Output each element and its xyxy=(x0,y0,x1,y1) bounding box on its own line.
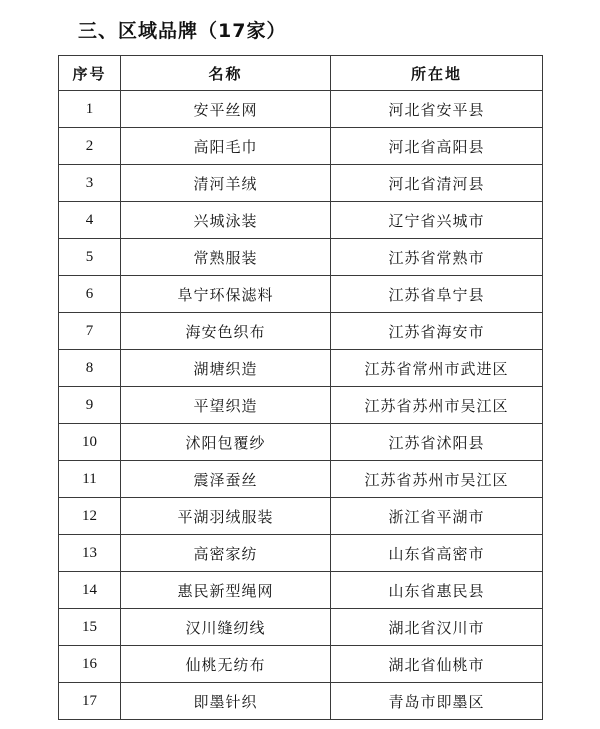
cell-index: 15 xyxy=(59,609,121,646)
table-row xyxy=(59,646,543,683)
cell-name: 湖塘织造 xyxy=(121,350,331,387)
cell-index: 3 xyxy=(59,165,121,202)
cell-location: 辽宁省兴城市 xyxy=(331,202,543,239)
document-page xyxy=(0,16,600,729)
cell-name: 汉川缝纫线 xyxy=(121,609,331,646)
cell-location: 江苏省苏州市吴江区 xyxy=(331,387,543,424)
cell-index: 12 xyxy=(59,498,121,535)
table-row xyxy=(59,313,543,350)
cell-name: 高密家纺 xyxy=(121,535,331,572)
cell-name: 高阳毛巾 xyxy=(121,128,331,165)
table-body xyxy=(59,91,543,720)
column-header-name: 名称 xyxy=(121,56,331,91)
table-row xyxy=(59,239,543,276)
table-row xyxy=(59,128,543,165)
cell-name: 即墨针织 xyxy=(121,683,331,720)
cell-location: 青岛市即墨区 xyxy=(331,683,543,720)
cell-location: 河北省安平县 xyxy=(331,91,543,128)
cell-name: 沭阳包覆纱 xyxy=(121,424,331,461)
table-row xyxy=(59,276,543,313)
cell-name: 震泽蚕丝 xyxy=(121,461,331,498)
cell-index: 17 xyxy=(59,683,121,720)
cell-name: 清河羊绒 xyxy=(121,165,331,202)
cell-name: 仙桃无纺布 xyxy=(121,646,331,683)
cell-location: 山东省高密市 xyxy=(331,535,543,572)
cell-index: 16 xyxy=(59,646,121,683)
column-header-location: 所在地 xyxy=(331,56,543,91)
table-row xyxy=(59,461,543,498)
table-row xyxy=(59,572,543,609)
cell-name: 平湖羽绒服装 xyxy=(121,498,331,535)
table-row xyxy=(59,91,543,128)
table-row xyxy=(59,350,543,387)
cell-location: 湖北省仙桃市 xyxy=(331,646,543,683)
cell-index: 1 xyxy=(59,91,121,128)
cell-name: 常熟服装 xyxy=(121,239,331,276)
cell-name: 兴城泳装 xyxy=(121,202,331,239)
cell-name: 阜宁环保滤料 xyxy=(121,276,331,313)
brand-table xyxy=(58,55,543,720)
cell-index: 13 xyxy=(59,535,121,572)
table-row xyxy=(59,535,543,572)
column-header-index: 序号 xyxy=(59,56,121,91)
cell-name: 惠民新型绳网 xyxy=(121,572,331,609)
cell-index: 5 xyxy=(59,239,121,276)
cell-name: 海安色织布 xyxy=(121,313,331,350)
cell-location: 浙江省平湖市 xyxy=(331,498,543,535)
cell-index: 7 xyxy=(59,313,121,350)
cell-location: 江苏省常州市武进区 xyxy=(331,350,543,387)
table-row xyxy=(59,165,543,202)
cell-index: 11 xyxy=(59,461,121,498)
cell-index: 4 xyxy=(59,202,121,239)
table-row xyxy=(59,424,543,461)
page-title: 三、区域品牌（17家） xyxy=(78,20,287,42)
cell-index: 8 xyxy=(59,350,121,387)
table-header xyxy=(59,56,543,91)
cell-index: 14 xyxy=(59,572,121,609)
table-row xyxy=(59,609,543,646)
cell-index: 9 xyxy=(59,387,121,424)
cell-location: 江苏省海安市 xyxy=(331,313,543,350)
cell-location: 河北省高阳县 xyxy=(331,128,543,165)
table-row xyxy=(59,498,543,535)
cell-index: 6 xyxy=(59,276,121,313)
cell-location: 江苏省沭阳县 xyxy=(331,424,543,461)
cell-location: 山东省惠民县 xyxy=(331,572,543,609)
table-row xyxy=(59,387,543,424)
table-row xyxy=(59,202,543,239)
cell-index: 2 xyxy=(59,128,121,165)
cell-index: 10 xyxy=(59,424,121,461)
cell-location: 江苏省苏州市吴江区 xyxy=(331,461,543,498)
cell-location: 湖北省汉川市 xyxy=(331,609,543,646)
table-row xyxy=(59,683,543,720)
cell-name: 安平丝网 xyxy=(121,91,331,128)
cell-location: 江苏省阜宁县 xyxy=(331,276,543,313)
table-header-row xyxy=(59,56,543,91)
cell-name: 平望织造 xyxy=(121,387,331,424)
brand-table-container xyxy=(58,55,542,720)
cell-location: 河北省清河县 xyxy=(331,165,543,202)
cell-location: 江苏省常熟市 xyxy=(331,239,543,276)
